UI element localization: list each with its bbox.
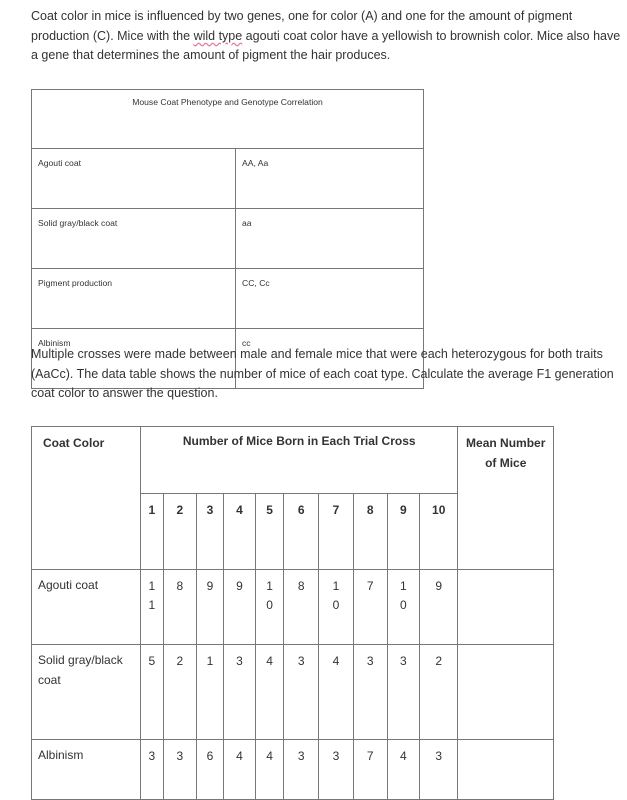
mean-cell[interactable]	[458, 570, 554, 645]
table-row	[32, 645, 554, 740]
count-cell: 8	[284, 570, 319, 645]
coat-label: Agouti coat	[32, 570, 141, 645]
mean-cell[interactable]	[458, 645, 554, 740]
trial-number: 2	[163, 494, 196, 570]
count-cell: 7	[353, 740, 387, 800]
intro-text-1: Coat color in mice is influenced by two genes, one for color (A) and one for the amount of pigment production (C). Mice with the	[31, 9, 573, 43]
count-cell: 4	[256, 740, 284, 800]
trial-number: 3	[196, 494, 223, 570]
phenotype-genotype-table	[31, 89, 424, 389]
count-cell: 6	[196, 740, 223, 800]
count-cell: 3	[223, 645, 255, 740]
phenotype-cell: Solid gray/black coat	[32, 209, 236, 269]
table-row	[32, 740, 554, 800]
spellcheck-wild-type: wild type	[193, 28, 243, 43]
coat-color-header: Coat Color	[32, 427, 141, 570]
count-cell: 11	[140, 570, 163, 645]
count-cell: 4	[256, 645, 284, 740]
trial-number: 9	[387, 494, 419, 570]
genotype-cell: aa	[236, 209, 424, 269]
mean-header: Mean Number of Mice	[458, 427, 554, 570]
trial-cross-header: Number of Mice Born in Each Trial Cross	[140, 427, 458, 494]
count-cell: 5	[140, 645, 163, 740]
count-cell: 3	[284, 740, 319, 800]
count-cell: 7	[353, 570, 387, 645]
phenotype-cell: Albinism	[32, 329, 236, 389]
table-row	[32, 570, 554, 645]
intro-text-2: agouti coat color have a yellowish to brownish color. Mice also have a gene that determines the amount of pigment the hair produces.	[31, 28, 621, 62]
mean-cell[interactable]	[458, 740, 554, 800]
table-row	[32, 149, 424, 209]
count-cell: 10	[387, 570, 419, 645]
trial-number: 10	[419, 494, 458, 570]
count-cell: 9	[196, 570, 223, 645]
table1-caption: Mouse Coat Phenotype and Genotype Correlation	[32, 90, 424, 149]
phenotype-cell: Agouti coat	[32, 149, 236, 209]
middle-paragraph: Multiple crosses were made between male and female mice that were each heterozygous for both traits (AaCc). The data table shows the number of mice of each coat type. Calculate the average F1 generation coat color to answer the question.	[31, 347, 614, 400]
count-cell: 9	[223, 570, 255, 645]
count-cell: 4	[387, 740, 419, 800]
mice-count-table	[31, 426, 554, 800]
count-cell: 3	[419, 740, 458, 800]
count-cell: 3	[284, 645, 319, 740]
count-cell: 3	[353, 645, 387, 740]
count-cell: 3	[163, 740, 196, 800]
count-cell: 2	[163, 645, 196, 740]
trial-number: 7	[319, 494, 353, 570]
coat-label: Solid gray/black coat	[32, 645, 141, 740]
count-cell: 3	[387, 645, 419, 740]
count-cell: 10	[319, 570, 353, 645]
table-row	[32, 209, 424, 269]
trial-number: 8	[353, 494, 387, 570]
intro-paragraph	[31, 7, 621, 66]
count-cell: 3	[140, 740, 163, 800]
count-cell: 4	[223, 740, 255, 800]
count-cell: 1	[196, 645, 223, 740]
count-cell: 2	[419, 645, 458, 740]
table-row	[32, 269, 424, 329]
genotype-cell: AA, Aa	[236, 149, 424, 209]
count-cell: 8	[163, 570, 196, 645]
coat-label: Albinism	[32, 740, 141, 800]
genotype-cell: cc	[236, 329, 424, 389]
phenotype-cell: Pigment production	[32, 269, 236, 329]
count-cell: 4	[319, 645, 353, 740]
count-cell: 9	[419, 570, 458, 645]
trial-number: 5	[256, 494, 284, 570]
count-cell: 10	[256, 570, 284, 645]
trial-number: 6	[284, 494, 319, 570]
trial-number: 1	[140, 494, 163, 570]
trial-number: 4	[223, 494, 255, 570]
count-cell: 3	[319, 740, 353, 800]
genotype-cell: CC, Cc	[236, 269, 424, 329]
